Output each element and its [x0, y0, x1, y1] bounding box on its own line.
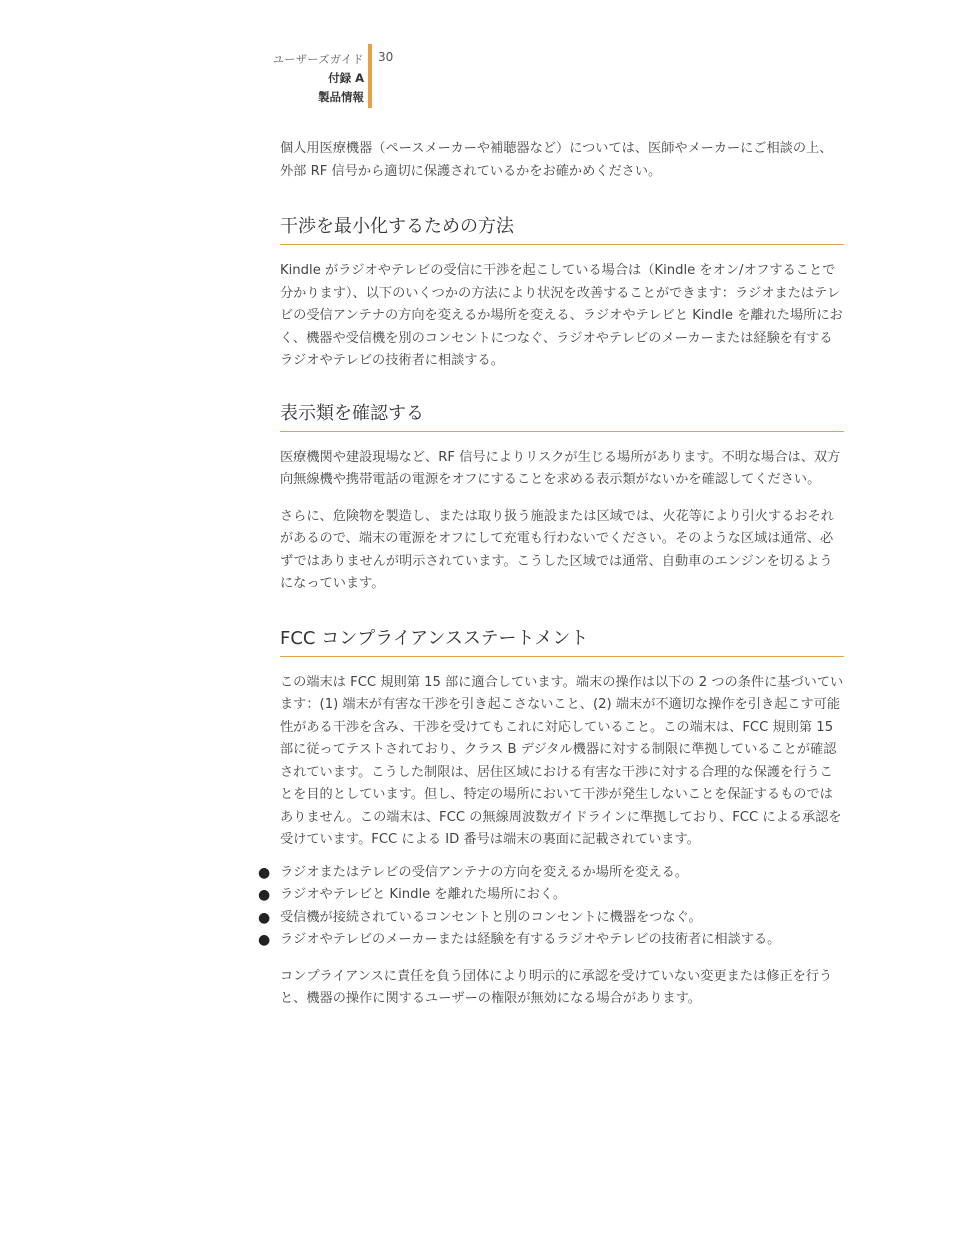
- fcc-bullet-list: [258, 862, 844, 952]
- section-heading-fcc: FCC コンプライアンスステートメント: [280, 626, 844, 657]
- fcc-paragraph: この端末は FCC 規則第 15 部に適合しています。端末の操作は以下の 2 つの条件に基づいています：(1) 端末が有害な干渉を引き起こさないこと、(2) 端末が不適切な操作を引き起こす可能性がある干渉を含み、干渉を受けてもこれに対応していること。この端末は、FCC 規則第 15 部に従ってテストされており、クラス B デジタル機器に対する制限に準拠していることが確認されています。こうした制限は、居住区域における有害な干渉に対する合理的な保護を行うことを目的としています。但し、特定の場所において干渉が発生しないことを保証するものではありません。この端末は、FCC の無線周波数ガイドラインに準拠しており、FCC による承認を受けています。FCC による ID 番号は端末の裏面に記載されています。: [280, 674, 844, 847]
- bullet-icon: ●: [258, 909, 271, 926]
- page-content: [258, 138, 844, 1011]
- intro-paragraph: 個人用医療機器（ペースメーカーや補聴器など）については、医師やメーカーにご相談の上、外部 RF 信号から適切に保護されているかをお確かめください。: [280, 141, 833, 179]
- appendix-label: 付録 A: [328, 71, 364, 85]
- list-item-text: 受信機が接続されているコンセントと別のコンセントに機器をつなぐ。: [280, 909, 702, 925]
- list-item: [258, 884, 844, 907]
- header-labels: [273, 50, 364, 107]
- page-header: [0, 44, 954, 108]
- bullet-icon: ●: [258, 932, 271, 948]
- header-accent-bar: [368, 44, 372, 108]
- guide-label: ユーザーズガイド: [272, 53, 364, 66]
- bullet-icon: ●: [258, 864, 271, 881]
- list-item-text: ラジオまたはテレビの受信アンテナの方向を変えるか場所を変える。: [280, 864, 689, 880]
- bullet-icon: ●: [258, 887, 271, 903]
- page-number: 30: [378, 50, 394, 64]
- list-item: [258, 929, 844, 952]
- list-item-text: ラジオやテレビと Kindle を離れた場所におく。: [280, 887, 567, 902]
- section-label: 製品情報: [318, 90, 364, 104]
- signs-paragraph-2: さらに、危険物を製造し、または取り扱う施設または区域では、火花等により引火するおそれがあるので、端末の電源をオフにして充電も行わないでください。そのような区域は通常、必ずではありませんが明示されています。こうした区域では通常、自動車のエンジンを切るようになっています。: [280, 508, 834, 591]
- signs-paragraph-1: 医療機関や建設現場など、RF 信号によりリスクが生じる場所があります。不明な場合は、双方向無線機や携帯電話の電源をオフにすることを求める表示類がないかを確認してください。: [280, 449, 841, 487]
- closing-paragraph: コンプライアンスに責任を負う団体により明示的に承認を受けていない変更または修正を行うと、機器の操作に関するユーザーの権限が無効になる場合があります。: [280, 968, 833, 1006]
- list-item: [258, 862, 844, 885]
- interference-paragraph: Kindle がラジオやテレビの受信に干渉を起こしている場合は（Kindle をオン/オフすることで分かります）、以下のいくつかの方法により状況を改善することができます：ラジオまたはテレビの受信アンテナの方向を変えるか場所を変える、ラジオやテレビと Kindle を離れた場所におく、機器や受信機を別のコンセントにつなぐ、ラジオやテレビのメーカーまたは経験を有するラジオやテレビの技術者に相談する。: [280, 263, 843, 368]
- list-item-text: ラジオやテレビのメーカーまたは経験を有するラジオやテレビの技術者に相談する。: [280, 932, 781, 947]
- section-heading-signs: 表示類を確認する: [280, 401, 844, 432]
- section-heading-interference: 干渉を最小化するための方法: [280, 214, 844, 245]
- list-item: [258, 907, 844, 930]
